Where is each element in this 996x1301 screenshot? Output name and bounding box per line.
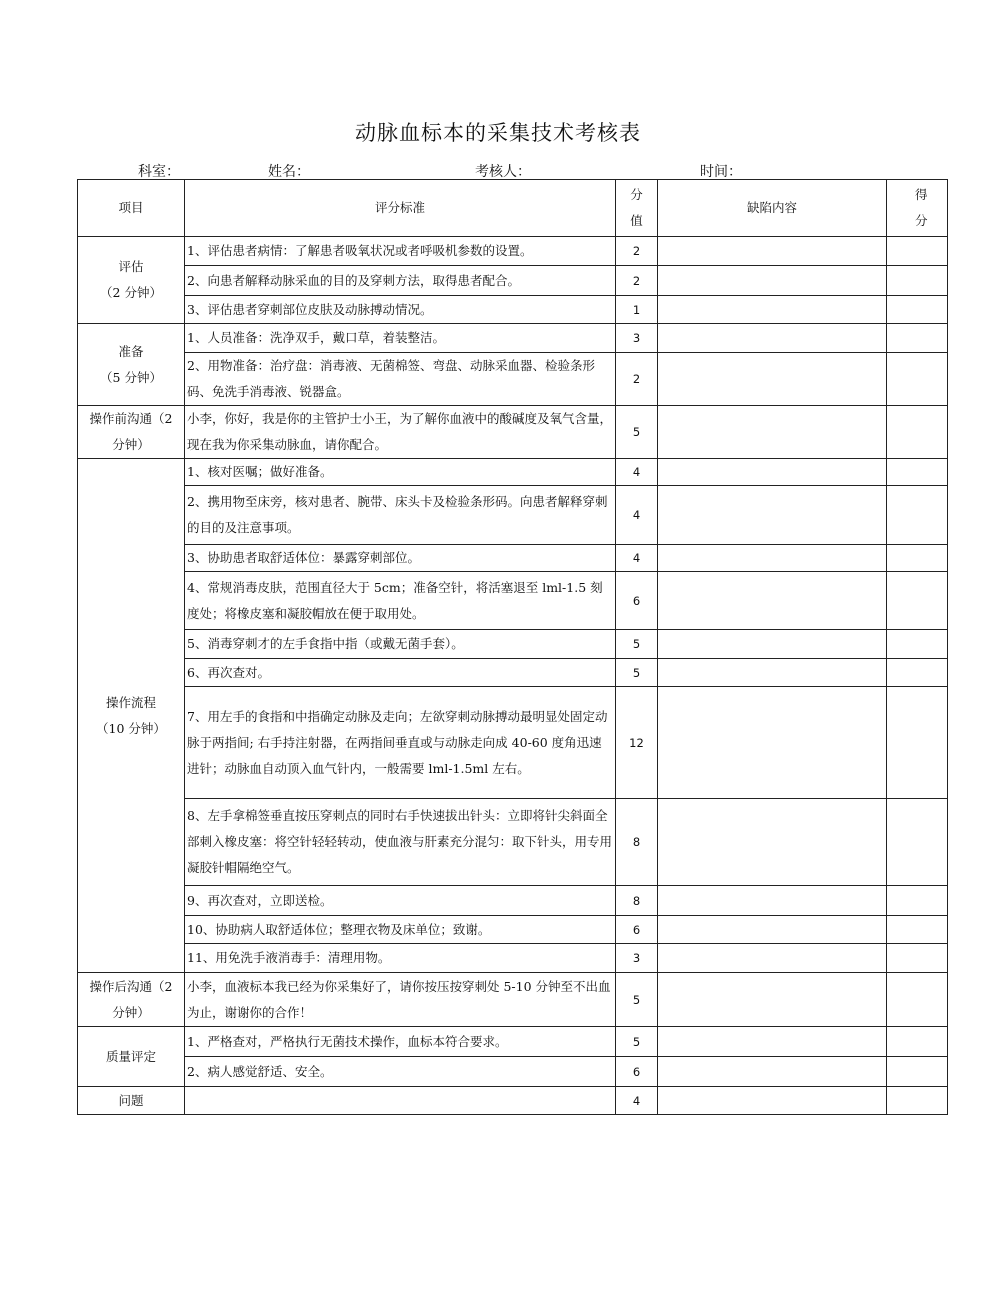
criteria-cell: 10、协助病人取舒适体位；整理衣物及床单位；致谢。	[185, 916, 616, 944]
defect-cell[interactable]	[658, 572, 887, 630]
obtained-score-cell[interactable]	[887, 237, 948, 266]
criteria-cell: 1、评估患者病情：了解患者吸氧状况或者呼吸机参数的设置。	[185, 237, 616, 266]
criteria-cell: 9、再次查对，立即送检。	[185, 886, 616, 916]
table-body	[78, 180, 948, 1115]
section-duration: （10 分钟）	[96, 720, 166, 736]
table-row	[78, 324, 948, 353]
defect-cell[interactable]	[658, 459, 887, 486]
table-row	[78, 296, 948, 324]
obtained-score-cell[interactable]	[887, 1027, 948, 1057]
item-header: 项目	[78, 180, 185, 237]
table-row	[78, 572, 948, 630]
criteria-cell: 2、用物准备：治疗盘：消毒液、无菌棉签、弯盘、动脉采血器、检验条形码、免洗手消毒液、锐器盒。	[185, 353, 616, 406]
section-name-cell	[78, 1027, 185, 1087]
obtained-header-l2: 分	[915, 213, 928, 228]
score-cell: 4	[616, 1087, 658, 1115]
defect-cell[interactable]	[658, 1057, 887, 1087]
section-name: 操作流程	[105, 694, 156, 710]
obtained-score-cell[interactable]	[887, 324, 948, 353]
defect-cell[interactable]	[658, 916, 887, 944]
section-name: 问题	[118, 1092, 144, 1108]
table-row	[78, 944, 948, 973]
score-cell: 5	[616, 973, 658, 1027]
section-name: 质量评定	[105, 1048, 156, 1064]
table-row	[78, 459, 948, 486]
table-row	[78, 886, 948, 916]
score-cell: 6	[616, 572, 658, 630]
table-row	[78, 545, 948, 572]
obtained-score-cell[interactable]	[887, 1087, 948, 1115]
obtained-score-cell[interactable]	[887, 296, 948, 324]
name-label: 姓名：	[268, 164, 310, 180]
table-row	[78, 916, 948, 944]
time-label: 时间：	[700, 164, 742, 180]
table-row	[78, 353, 948, 406]
score-cell: 1	[616, 296, 658, 324]
obtained-score-cell[interactable]	[887, 659, 948, 687]
section-name-cell	[78, 459, 185, 973]
score-cell: 4	[616, 545, 658, 572]
assessment-table	[77, 179, 948, 1115]
defect-cell[interactable]	[658, 1027, 887, 1057]
defect-cell[interactable]	[658, 886, 887, 916]
criteria-cell: 2、病人感觉舒适、安全。	[185, 1057, 616, 1087]
defect-cell[interactable]	[658, 353, 887, 406]
obtained-score-cell[interactable]	[887, 973, 948, 1027]
score-cell: 5	[616, 659, 658, 687]
defect-cell[interactable]	[658, 630, 887, 659]
section-duration: 分钟）	[112, 1004, 150, 1020]
defect-cell[interactable]	[658, 799, 887, 886]
score-header-l1: 分	[630, 187, 643, 202]
defect-cell[interactable]	[658, 1087, 887, 1115]
obtained-score-cell[interactable]	[887, 1057, 948, 1087]
obtained-header-l1: 得	[915, 187, 928, 202]
obtained-score-cell[interactable]	[887, 630, 948, 659]
score-cell: 4	[616, 459, 658, 486]
header-row	[78, 180, 948, 237]
table-row	[78, 973, 948, 1027]
section-duration: （2 分钟）	[100, 285, 162, 300]
criteria-cell: 6、再次查对。	[185, 659, 616, 687]
score-cell: 4	[616, 486, 658, 545]
section-name: 操作前沟通（2	[89, 411, 173, 426]
defect-cell[interactable]	[658, 944, 887, 973]
section-name-cell	[78, 973, 185, 1027]
form-title: 动脉血标本的采集技术考核表	[355, 121, 641, 145]
criteria-cell: 3、评估患者穿刺部位皮肤及动脉搏动情况。	[185, 296, 616, 324]
section-name-cell	[78, 237, 185, 324]
defect-cell[interactable]	[658, 973, 887, 1027]
criteria-cell: 4、常规消毒皮肤，范围直径大于 5cm；准备空针，将活塞退至 lml-1.5 刻度处；将橡皮塞和凝胶帽放在便于取用处。	[185, 572, 616, 630]
criteria-cell: 2、携用物至床旁，核对患者、腕带、床头卡及检验条形码。向患者解释穿刺的目的及注意事项。	[185, 486, 616, 545]
obtained-score-cell[interactable]	[887, 572, 948, 630]
table-row	[78, 237, 948, 266]
score-cell: 8	[616, 886, 658, 916]
obtained-score-cell[interactable]	[887, 406, 948, 459]
score-cell: 2	[616, 266, 658, 296]
table-row	[78, 266, 948, 296]
defect-header: 缺陷内容	[658, 180, 887, 237]
criteria-cell: 3、协助患者取舒适体位：暴露穿刺部位。	[185, 545, 616, 572]
table-row	[78, 687, 948, 799]
obtained-score-cell[interactable]	[887, 266, 948, 296]
table-row	[78, 630, 948, 659]
criteria-header: 评分标准	[185, 180, 616, 237]
section-name-cell	[78, 406, 185, 459]
section-name: 操作后沟通（2	[89, 978, 173, 994]
score-cell: 5	[616, 406, 658, 459]
score-cell: 8	[616, 799, 658, 886]
department-label: 科室：	[138, 164, 180, 180]
defect-cell[interactable]	[658, 545, 887, 572]
obtained-score-cell[interactable]	[887, 353, 948, 406]
defect-cell[interactable]	[658, 486, 887, 545]
obtained-score-cell[interactable]	[887, 687, 948, 799]
section-name: 准备	[118, 343, 144, 359]
defect-cell[interactable]	[658, 296, 887, 324]
score-cell: 3	[616, 944, 658, 973]
defect-cell[interactable]	[658, 266, 887, 296]
obtained-score-cell[interactable]	[887, 944, 948, 973]
score-cell: 6	[616, 916, 658, 944]
examiner-label: 考核人：	[475, 164, 531, 180]
obtained-score-cell[interactable]	[887, 886, 948, 916]
defect-cell[interactable]	[658, 324, 887, 353]
score-header	[616, 180, 658, 237]
criteria-cell: 1、核对医嘱；做好准备。	[185, 459, 616, 486]
table-row	[78, 799, 948, 886]
table-row	[78, 659, 948, 687]
criteria-cell: 1、人员准备：洗净双手，戴口草，着装整洁。	[185, 324, 616, 353]
section-name-cell	[78, 1087, 185, 1115]
score-cell: 6	[616, 1057, 658, 1087]
defect-cell[interactable]	[658, 659, 887, 687]
obtained-score-cell[interactable]	[887, 486, 948, 545]
section-name: 评估	[118, 259, 144, 274]
section-duration: （5 分钟）	[100, 369, 162, 385]
table-row	[78, 1087, 948, 1115]
section-name-cell	[78, 324, 185, 406]
criteria-cell: 7、用左手的食指和中指确定动脉及走向；左欲穿刺动脉搏动最明显处固定动脉于两指间; 右手持注射器，在两指间垂直或与动脉走向成 40-60 度角迅速进针；动脉血自动顶入血气针内，一般需要 lml-1.5ml 左右。	[185, 687, 616, 799]
criteria-cell	[185, 1087, 616, 1115]
score-header-l2: 值	[630, 213, 643, 228]
criteria-cell: 小李，你好，我是你的主管护士小王，为了解你血液中的酸碱度及氧气含量，现在我为你采集动脉血，请你配合。	[185, 406, 616, 459]
score-cell: 12	[616, 687, 658, 799]
score-cell: 5	[616, 630, 658, 659]
defect-cell[interactable]	[658, 406, 887, 459]
obtained-score-cell[interactable]	[887, 916, 948, 944]
criteria-cell: 小李，血液标本我已经为你采集好了，请你按压按穿刺处 5-10 分钟至不出血为止，谢谢你的合作！	[185, 973, 616, 1027]
criteria-cell: 8、左手拿棉签垂直按压穿刺点的同时右手快速拔出针头：立即将针尖斜面全部刺入橡皮塞：将空针轻轻转动，使血液与肝素充分混匀：取下针头，用专用凝胶针帽隔绝空气。	[185, 799, 616, 886]
section-duration: 分钟）	[112, 437, 150, 452]
score-cell: 3	[616, 324, 658, 353]
defect-cell[interactable]	[658, 237, 887, 266]
criteria-cell: 5、消毒穿刺才的左手食指中指（或戴无菌手套）。	[185, 630, 616, 659]
obtained-score-cell[interactable]	[887, 545, 948, 572]
criteria-cell: 11、用免洗手液消毒手：清理用物。	[185, 944, 616, 973]
table-row	[78, 406, 948, 459]
score-cell: 5	[616, 1027, 658, 1057]
criteria-cell: 2、向患者解释动脉采血的目的及穿刺方法，取得患者配合。	[185, 266, 616, 296]
table-row	[78, 1057, 948, 1087]
table-row	[78, 486, 948, 545]
table-row	[78, 1027, 948, 1057]
defect-cell[interactable]	[658, 687, 887, 799]
obtained-header	[887, 180, 948, 237]
score-cell: 2	[616, 237, 658, 266]
obtained-score-cell[interactable]	[887, 459, 948, 486]
score-cell: 2	[616, 353, 658, 406]
criteria-cell: 1、严格查对，严格执行无菌技术操作，血标本符合要求。	[185, 1027, 616, 1057]
obtained-score-cell[interactable]	[887, 799, 948, 886]
